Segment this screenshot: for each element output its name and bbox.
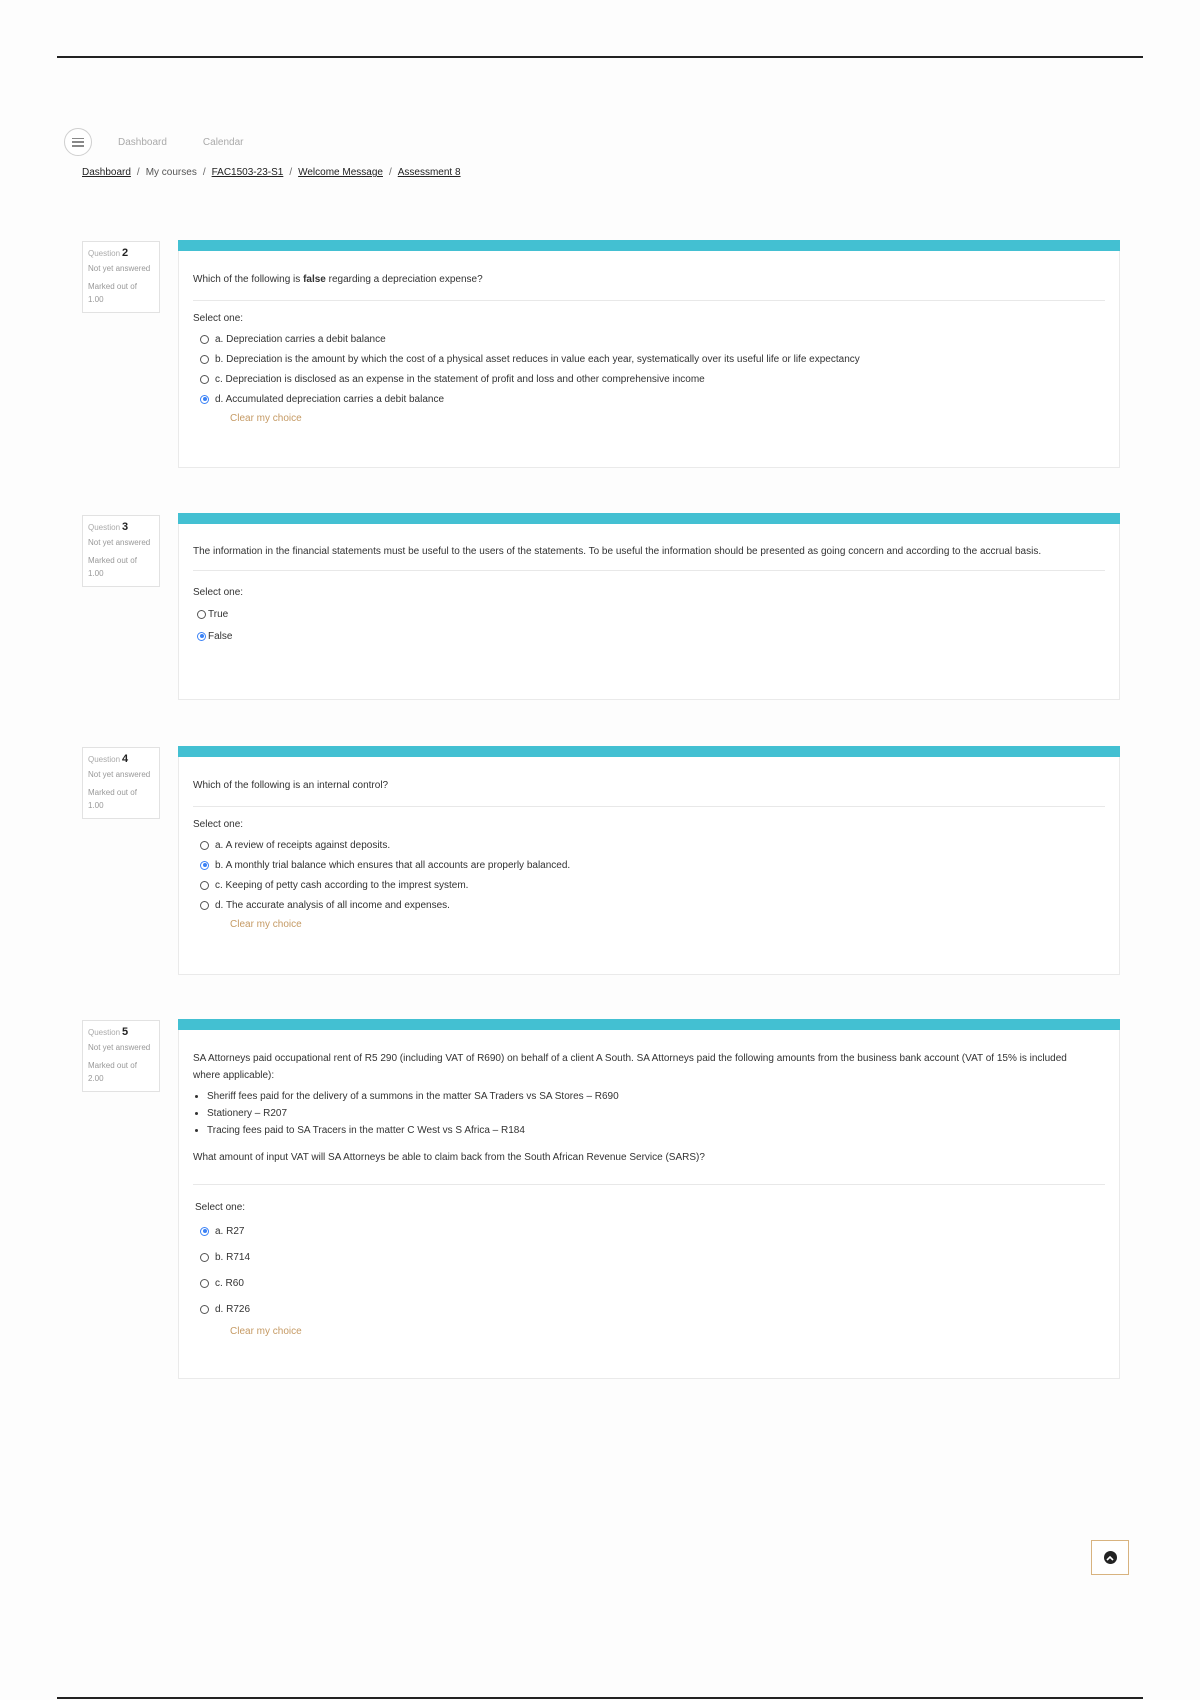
question-bullet-list <box>193 1088 1105 1139</box>
radio-button[interactable] <box>200 1253 209 1262</box>
radio-button-selected[interactable] <box>200 1227 209 1236</box>
question-grade: Marked out of 1.00 <box>88 788 137 810</box>
select-one-label: Select one: <box>193 587 244 598</box>
question-text: SA Attorneys paid occupational rent of R5 290 (including VAT of R690) on behalf of a client A South. SA Attorneys paid the following amounts from the business bank account (VAT of 15% is included where applicable): <box>193 1053 1067 1081</box>
radio-button[interactable] <box>197 610 206 619</box>
answer-option-false[interactable]: False <box>193 625 1105 647</box>
radio-button[interactable] <box>200 355 209 364</box>
question-info-2 <box>82 241 160 313</box>
select-one-label: Select one: <box>193 313 244 324</box>
breadcrumb-course[interactable]: FAC1503-23-S1 <box>211 167 284 178</box>
answer-option[interactable]: b. R714 <box>193 1244 1105 1270</box>
menu-toggle-button[interactable] <box>64 128 92 156</box>
answer-option[interactable]: b. Depreciation is the amount by which the cost of a physical asset reduces in value each year, systematically over its useful life or life expectancy <box>193 349 1105 369</box>
answer-option-true[interactable]: True <box>193 603 1105 625</box>
breadcrumb-separator: / <box>289 167 293 178</box>
breadcrumb-separator: / <box>136 167 140 178</box>
answer-list <box>193 603 1105 647</box>
question-card-5 <box>178 1019 1120 1379</box>
question-number: Question 4 <box>88 753 129 765</box>
question-number: Question 5 <box>88 1026 129 1038</box>
page-bottom-rule <box>57 1697 1143 1699</box>
answer-option[interactable]: a. Depreciation carries a debit balance <box>193 329 1105 349</box>
answer-option[interactable]: d. The accurate analysis of all income and expenses. <box>193 895 1105 915</box>
answer-list <box>193 329 1105 409</box>
radio-button[interactable] <box>200 335 209 344</box>
answer-list <box>193 835 1105 915</box>
question-text: Which of the following is an internal control? <box>193 780 389 791</box>
breadcrumb-dashboard[interactable]: Dashboard <box>82 167 131 178</box>
question-state: Not yet answered <box>88 1043 151 1052</box>
bullet-item: • Sheriff fees paid for the delivery of a summons in the matter SA Traders vs SA Stores – R690 <box>207 1088 1105 1105</box>
radio-button-selected[interactable] <box>200 395 209 404</box>
scroll-to-top-button[interactable] <box>1091 1540 1129 1575</box>
top-navbar <box>64 127 244 157</box>
answer-option[interactable]: d. R726 <box>193 1296 1105 1322</box>
question-number: Question 2 <box>88 247 129 259</box>
radio-button[interactable] <box>200 881 209 890</box>
question-header-bar <box>178 513 1120 524</box>
radio-button[interactable] <box>200 901 209 910</box>
breadcrumb-section[interactable]: Welcome Message <box>298 167 383 178</box>
bullet-item: • Stationery – R207 <box>207 1105 1105 1122</box>
answer-option[interactable]: c. R60 <box>193 1270 1105 1296</box>
question-info-4 <box>82 747 160 819</box>
answer-list <box>193 1218 1105 1322</box>
breadcrumb-my-courses: My courses <box>145 167 197 178</box>
nav-link-dashboard[interactable]: Dashboard <box>118 136 167 148</box>
select-one-label: Select one: <box>193 819 244 830</box>
hamburger-icon <box>72 138 84 147</box>
answer-option[interactable]: c. Depreciation is disclosed as an expense in the statement of profit and loss and other comprehensive income <box>193 369 1105 389</box>
nav-link-calendar[interactable]: Calendar <box>202 136 244 148</box>
radio-button-selected[interactable] <box>200 861 209 870</box>
question-header-bar <box>178 1019 1120 1030</box>
radio-button[interactable] <box>200 375 209 384</box>
answer-option[interactable]: a. A review of receipts against deposits. <box>193 835 1105 855</box>
breadcrumb-separator: / <box>388 167 392 178</box>
question-grade: Marked out of 1.00 <box>88 282 137 304</box>
radio-button[interactable] <box>200 841 209 850</box>
question-state: Not yet answered <box>88 770 151 779</box>
answer-option[interactable]: b. A monthly trial balance which ensures that all accounts are properly balanced. <box>193 855 1105 875</box>
question-card-4 <box>178 746 1120 975</box>
question-grade: Marked out of 2.00 <box>88 1061 137 1083</box>
question-text: Which of the following is false regarding a depreciation expense? <box>193 274 483 285</box>
question-info-5 <box>82 1020 160 1092</box>
bullet-item: • Tracing fees paid to SA Tracers in the matter C West vs S Africa – R184 <box>207 1122 1105 1139</box>
breadcrumb <box>82 167 461 178</box>
answer-option[interactable]: a. R27 <box>193 1218 1105 1244</box>
question-card-2 <box>178 240 1120 468</box>
clear-choice-link[interactable]: Clear my choice <box>230 919 302 930</box>
question-header-bar <box>178 240 1120 251</box>
page-top-rule <box>57 56 1143 58</box>
breadcrumb-assessment[interactable]: Assessment 8 <box>397 167 461 178</box>
question-number: Question 3 <box>88 521 129 533</box>
radio-button[interactable] <box>200 1279 209 1288</box>
clear-choice-link[interactable]: Clear my choice <box>230 413 302 424</box>
clear-choice-link[interactable]: Clear my choice <box>230 1326 302 1337</box>
breadcrumb-separator: / <box>202 167 206 178</box>
divider <box>193 300 1105 301</box>
question-grade: Marked out of 1.00 <box>88 556 137 578</box>
divider <box>193 570 1105 571</box>
question-state: Not yet answered <box>88 264 151 273</box>
radio-button[interactable] <box>200 1305 209 1314</box>
question-text: The information in the financial statements must be useful to the users of the statements. To be useful the information should be presented as going concern and according to the accrual basis. <box>193 546 1042 557</box>
divider <box>193 1184 1105 1185</box>
answer-option[interactable]: d. Accumulated depreciation carries a debit balance <box>193 389 1105 409</box>
question-header-bar <box>178 746 1120 757</box>
answer-option[interactable]: c. Keeping of petty cash according to the imprest system. <box>193 875 1105 895</box>
select-one-label: Select one: <box>195 1202 246 1213</box>
question-prompt: What amount of input VAT will SA Attorneys be able to claim back from the South African Revenue Service (SARS)? <box>193 1152 705 1163</box>
question-card-3 <box>178 513 1120 700</box>
chevron-up-icon <box>1104 1551 1117 1564</box>
question-state: Not yet answered <box>88 538 151 547</box>
divider <box>193 806 1105 807</box>
radio-button-selected[interactable] <box>197 632 206 641</box>
question-info-3 <box>82 515 160 587</box>
